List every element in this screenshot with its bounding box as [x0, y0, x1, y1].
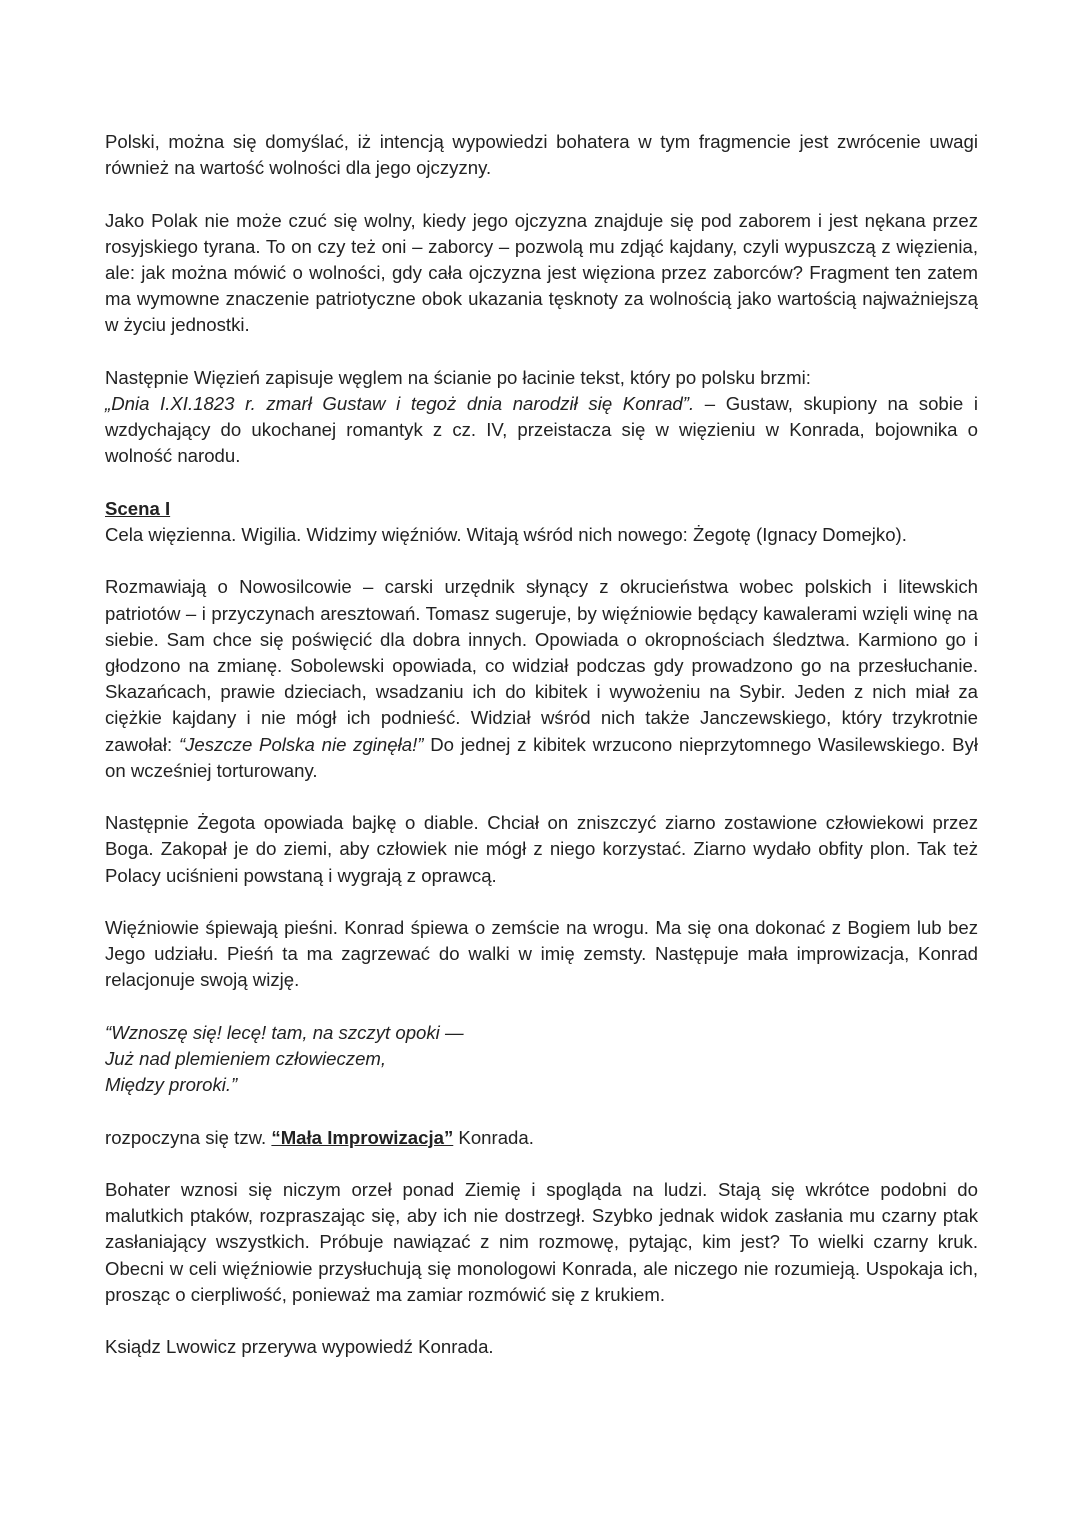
inscription-quote: „Dnia I.XI.1823 r. zmarł Gustaw i tegoż dnia narodził się Konrad”. [105, 393, 695, 414]
paragraph-prisoners-conversation [105, 574, 978, 784]
poem-line: Już nad plemieniem człowieczem, [105, 1048, 387, 1069]
inscription-explanation: – Gustaw, skupiony na sobie i wzdychający do ukochanej romantyk z cz. IV, przeistacza się w więzieniu w Konrada, bojownika o wolność narodu. [105, 393, 978, 467]
improvisation-outro: Konrada. [453, 1126, 534, 1148]
mala-improwizacja-title: “Mała Improwizacja” [271, 1126, 454, 1148]
poem-line: Między proroki.” [105, 1074, 238, 1096]
poem-quote [105, 1020, 978, 1099]
paragraph-lwowicz-interrupts: Ksiądz Lwowicz przerywa wypowiedź Konrada. [105, 1336, 494, 1358]
paragraph-devil-fable: Następnie Żegota opowiada bajkę o diable. Chciał on zniszczyć ziarno zostawione człowiekowi przez Boga. Zakopał je do ziemi, aby człowiek nie mógł z niego korzystać. Ziarno wydało obfity plon. Tak też Polacy uciśnieni powstaną i wygrają z oprawcą. [105, 812, 978, 886]
conversation-text: Rozmawiają o Nowosilcowie – carski urzędnik słynący z okrucieństwa wobec polskich i litewskich patriotów – i przyczynach aresztowań. Tomasz sugeruje, by więźniowie będący kawalerami wzięli winę na siebie. Sam chce się poświęcić dla dobra innych. Opowiada o okropnościach śledztwa. Karmiono go i głodzono na zmianę. Sobolewski opowiada, co widział podczas gdy prowadzono go na przesłuchanie. Skazańcach, prawie dzieciach, wsadzaniu ich do kibitek i wywożeniu na Sybir. Jeden z nich miał za ciężkie kajdany i nie mógł ich podnieść. Widział wśród nich także Janczewskiego, który trzykrotnie zawołał: [105, 576, 978, 755]
paragraph-eagle-vision: Bohater wznosi się niczym orzeł ponad Ziemię i spogląda na ludzi. Stają się wkrótce podobni do malutkich ptaków, rozpraszając się, aby ich nie dostrzegł. Szybko jednak widok zasłania mu czarny ptak zasłaniający wszystkich. Próbuje nawiązać z nim rozmowę, pytając, kim jest? To wielki czarny kruk. Obecni w celi więźniowie przysłuchują się monologowi Konrada, ale niczego nie rozumieją. Uspokaja ich, prosząc o cierpliwość, ponieważ ma zamiar rozmówić się z krukiem. [105, 1178, 978, 1305]
paragraph-prisoners-songs: Więźniowie śpiewają pieśni. Konrad śpiewa o zemście na wrogu. Ma się ona dokonać z Bogiem lub bez Jego udziału. Pieśń ta ma zagrzewać do walki w imię zemsty. Następuje mała improwizacja, Konrad relacjonuje swoją wizję. [105, 917, 978, 991]
paragraph-freedom-value: Polski, można się domyślać, iż intencją wypowiedzi bohatera w tym fragmencie jest zwrócenie uwagi również na wartość wolności dla jego ojczyzny. [105, 131, 978, 179]
inscription-intro: Następnie Więzień zapisuje węglem na ścianie po łacinie tekst, który po polsku brzmi: [105, 366, 811, 388]
paragraph-mala-improwizacja [105, 1125, 978, 1151]
poem-line: “Wznoszę się! lecę! tam, na szczyt opoki — [105, 1021, 464, 1043]
document-page [105, 129, 978, 1387]
scene-one-section [105, 496, 978, 548]
janczewski-quote: “Jeszcze Polska nie zginęła!” [178, 733, 424, 755]
improvisation-intro: rozpoczyna się tzw. [105, 1126, 272, 1148]
scene-intro: Cela więzienna. Wigilia. Widzimy więźniów. Witają wśród nich nowego: Żegotę (Ignacy Domejko). [105, 524, 907, 545]
paragraph-konrad-inscription [105, 365, 978, 470]
paragraph-patriotic-meaning: Jako Polak nie może czuć się wolny, kiedy jego ojczyzna znajduje się pod zaborem i jest nękana przez rosyjskiego tyrana. To on czy też oni – zaborcy – pozwolą mu zdjąć kajdany, czyli wypuszczą z więzienia, ale: jak można mówić o wolności, gdy cała ojczyzna jest więziona przez zaborców? Fragment ten zatem ma wymowne znaczenie patriotyczne obok ukazania tęsknoty za wolnością jako wartością najważniejszą w życiu jednostki. [105, 209, 978, 336]
conversation-text-end: Do jednej z kibitek wrzucono nieprzytomnego Wasilewskiego. Był on wcześniej torturowany. [105, 733, 978, 781]
scene-heading: Scena I [105, 497, 171, 519]
